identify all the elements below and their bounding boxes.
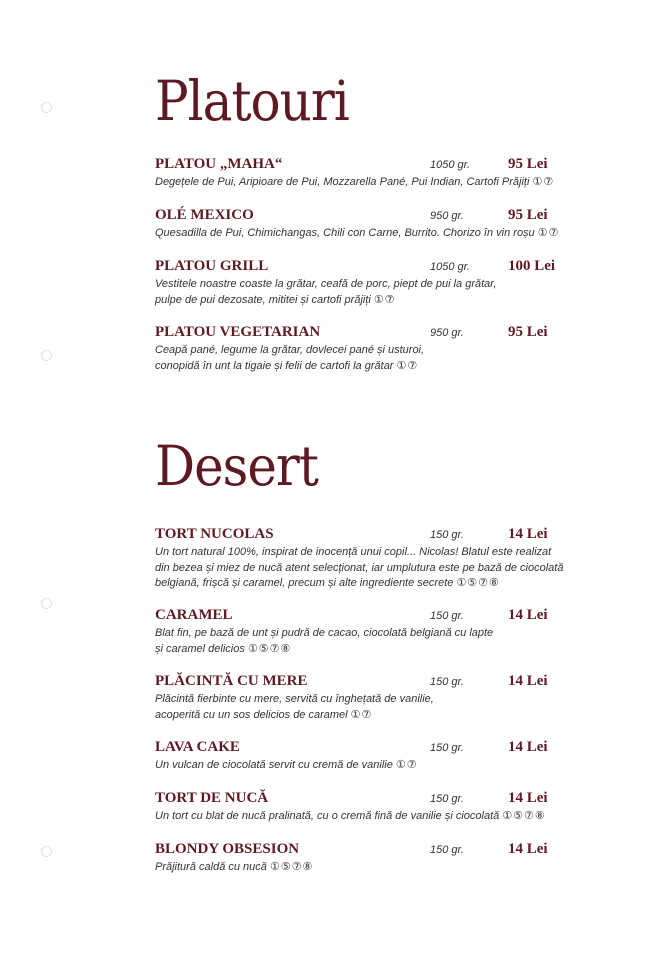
item-description — [155, 860, 585, 876]
allergen-codes: ①⑤⑦⑧ — [247, 642, 292, 655]
item-name: TORT NUCOLAS — [155, 526, 274, 542]
item-weight: 150 gr. — [430, 676, 464, 688]
item-description — [155, 809, 585, 825]
item-weight: 150 gr. — [430, 529, 464, 541]
allergen-codes: ①⑦ — [395, 759, 418, 771]
item-description-line: Un tort cu blat de nucă pralinată, cu o cremă fină de vanilie și ciocolată — [155, 810, 500, 822]
item-description — [155, 277, 585, 308]
item-description-line: Prăjitură caldă cu nucă — [155, 861, 267, 873]
allergen-codes: ①⑤⑦⑧ — [502, 810, 546, 822]
item-description-line: Vestitele noastre coaste la grătar, ceafă de porc, piept de pui la grătar, — [155, 278, 497, 290]
item-price: 14 Lei — [508, 673, 548, 689]
item-price: 95 Lei — [508, 324, 548, 340]
binder-hole — [41, 102, 52, 113]
item-price: 100 Lei — [508, 258, 556, 274]
item-description — [155, 226, 585, 242]
allergen-codes: ①⑦ — [373, 293, 396, 306]
item-name: BLONDY OBSESION — [155, 841, 300, 857]
item-name: CARAMEL — [155, 607, 233, 623]
item-description — [155, 626, 585, 657]
item-weight: 150 gr. — [430, 793, 464, 805]
item-description-line: Blat fin, pe bază de unt și pudră de cacao, ciocolată belgiană cu lapte — [155, 627, 494, 639]
item-description-line: Un tort natural 100%, inspirat de inocență unui copil... Nicolas! Blatul este realizat — [155, 546, 552, 558]
item-name: PLATOU GRILL — [155, 258, 269, 274]
item-price: 14 Lei — [508, 790, 548, 806]
section-title-platouri: Platouri — [155, 69, 349, 134]
item-price: 95 Lei — [508, 207, 548, 223]
section-title-desert: Desert — [155, 434, 318, 499]
allergen-codes: ①⑤⑦⑧ — [269, 861, 314, 873]
item-price: 14 Lei — [508, 739, 548, 755]
item-name: OLÉ MEXICO — [155, 207, 254, 223]
item-description-line: Quesadilla de Pui, Chimichangas, Chili con Carne, Burrito. Chorizo în vin roșu — [155, 227, 535, 239]
item-price: 14 Lei — [508, 526, 548, 542]
allergen-codes: ①⑦ — [537, 227, 560, 239]
item-description-line: Ceapă pané, legume la grătar, dovlecei pané și usturoi, — [155, 344, 425, 356]
item-price: 14 Lei — [508, 841, 548, 857]
allergen-codes: ①⑤⑦⑧ — [456, 577, 500, 589]
item-price: 14 Lei — [508, 607, 548, 623]
item-name: LAVA CAKE — [155, 739, 240, 755]
binder-hole — [41, 350, 52, 361]
allergen-codes: ①⑦ — [350, 708, 373, 721]
item-description-line: Plăcintă fierbinte cu mere, servită cu înghețată de vanilie, — [155, 693, 434, 705]
item-description-line: acoperită cu un sos delicios de caramel — [155, 708, 348, 721]
item-weight: 950 gr. — [430, 210, 464, 222]
item-description — [155, 545, 585, 592]
item-weight: 150 gr. — [430, 844, 464, 856]
item-name: PLĂCINTĂ CU MERE — [155, 673, 308, 689]
item-description-line: Un vulcan de ciocolată servit cu cremă de vanilie — [155, 759, 393, 771]
binder-hole — [41, 598, 52, 609]
item-name: PLATOU „MAHA“ — [155, 156, 283, 172]
item-name: TORT DE NUCĂ — [155, 790, 269, 806]
item-description — [155, 758, 585, 774]
item-description-line: pulpe de pui dezosate, mititei și cartofi prăjiți — [155, 293, 371, 306]
item-weight: 1050 gr. — [430, 159, 470, 171]
item-description — [155, 175, 585, 191]
item-description — [155, 692, 585, 723]
item-name: PLATOU VEGETARIAN — [155, 324, 321, 340]
item-description-line: și caramel delicios — [155, 642, 245, 655]
allergen-codes: ①⑦ — [396, 359, 419, 372]
binder-hole — [41, 846, 52, 857]
item-description-line: conopidă în unt la tigaie și felii de cartofi la grătar — [155, 359, 394, 372]
item-description — [155, 343, 585, 374]
item-weight: 950 gr. — [430, 327, 464, 339]
item-weight: 150 gr. — [430, 610, 464, 622]
item-weight: 1050 gr. — [430, 261, 470, 273]
item-description-line: Degețele de Pui, Aripioare de Pui, Mozzarella Pané, Pui Indian, Cartofi Prăjiți — [155, 176, 530, 188]
item-price: 95 Lei — [508, 156, 548, 172]
item-weight: 150 gr. — [430, 742, 464, 754]
allergen-codes: ①⑦ — [532, 176, 555, 188]
item-description-line: belgiană, frișcă și caramel, precum și alte ingrediente secrete — [155, 577, 454, 589]
item-description-line: din bezea și miez de nucă atent selecționat, iar umplutura este pe bază de ciocolată — [155, 561, 564, 574]
